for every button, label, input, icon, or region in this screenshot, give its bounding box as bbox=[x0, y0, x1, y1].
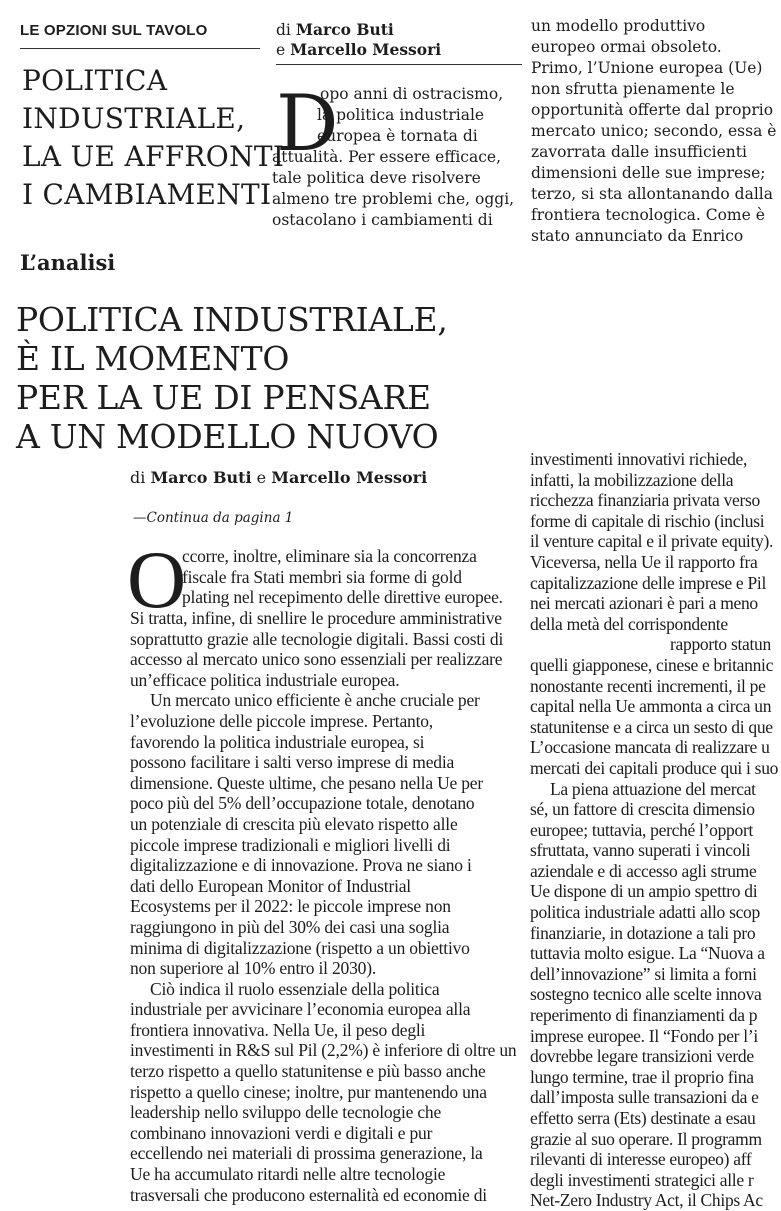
body-line: investimenti in R&S sul Pil (2,2%) è inferiore di oltre un bbox=[130, 1040, 517, 1061]
teaser-col2-line: ostacolano i cambiamenti di bbox=[272, 211, 493, 229]
right-line: imprese europee. Il “Fondo per l’i bbox=[530, 1025, 758, 1046]
right-line: dovrebbe legare transizioni verde bbox=[530, 1046, 754, 1067]
right-line: lungo termine, trae il proprio fina bbox=[530, 1066, 754, 1087]
right-line: La piena attuazione del mercat bbox=[550, 778, 756, 799]
right-line: ricchezza finanziaria privata verso bbox=[530, 490, 760, 511]
teaser-col3-line: stato annunciato da Enrico bbox=[531, 227, 744, 245]
right-line: Ue dispone di un ampio spettro di bbox=[530, 881, 758, 902]
section-rule bbox=[20, 48, 260, 49]
right-line: della metà del corrispondente bbox=[530, 613, 728, 634]
teaser-title-line: POLITICA bbox=[22, 64, 168, 97]
teaser-dropcap: D bbox=[276, 79, 339, 169]
right-line: dall’imposta sulle transazioni da e bbox=[530, 1087, 759, 1108]
body-line: eccellendo nei materiali di prossima generazione, la bbox=[130, 1143, 483, 1164]
right-line: finanziarie, in dotazione a tali pro bbox=[530, 922, 756, 943]
right-line: dell’innovazione” si limita a forni bbox=[530, 963, 757, 984]
dropcap-line: ccorre, inoltre, eliminare sia la concorrenza bbox=[182, 546, 477, 566]
byline-conj: e bbox=[276, 41, 286, 59]
right-line: quelli giapponese, cinese e britannic bbox=[530, 654, 774, 675]
right-line: degli investimenti strategici alle r bbox=[530, 1169, 754, 1190]
right-line: rilevanti di interesse europeo) aff bbox=[530, 1149, 752, 1170]
article-byline-prefix: di bbox=[130, 468, 146, 487]
body-line: dimensione. Queste ultime, che pesano nella Ue per bbox=[130, 772, 484, 793]
body-line: Ue ha accumulato ritardi nelle altre tecnologie bbox=[130, 1164, 446, 1185]
right-line: capital nella Ue ammonta a circa un bbox=[530, 696, 772, 717]
author-1: Marco Buti bbox=[295, 20, 394, 39]
teaser-col3-line: frontiera tecnologica. Come è bbox=[531, 206, 765, 224]
dropcap-line: plating nel recepimento delle direttive europee. bbox=[182, 587, 503, 608]
article-title-line: È IL MOMENTO bbox=[16, 339, 290, 378]
body-line: terzo rispetto a quello statunitense e più basso anche bbox=[130, 1061, 486, 1082]
body-line: non superiore al 10% entro il 2030). bbox=[130, 958, 377, 979]
body-line: Un mercato unico efficiente è anche cruciale per bbox=[150, 690, 480, 711]
body-line: Ciò indica il ruolo essenziale della politica bbox=[150, 978, 440, 999]
article-author-2: Marcello Messori bbox=[271, 468, 428, 487]
teaser-col2-line: la politica industriale bbox=[317, 106, 485, 124]
teaser-col2-line: opo anni di ostracismo, bbox=[320, 85, 504, 103]
teaser-col3-line: mercato unico; secondo, essa è bbox=[531, 122, 777, 140]
teaser-col3-line: terzo, si sta allontanando dalla bbox=[531, 185, 773, 203]
teaser-col3-line: non sfrutta pienamente le bbox=[531, 80, 735, 98]
teaser-column-2 bbox=[272, 79, 515, 231]
right-line: europee; tuttavia, perché l’opport bbox=[530, 819, 754, 840]
body-line: piccole imprese tradizionali e migliori livelli di bbox=[130, 834, 451, 855]
body-line: poco più del 5% dell’occupazione totale, denotano bbox=[130, 793, 475, 814]
article-body bbox=[130, 608, 516, 1205]
teaser-col3-line: un modello produttivo bbox=[531, 17, 706, 35]
body-line: un potenziale di crescita più elevato rispetto alle bbox=[130, 813, 458, 834]
teaser-col2-line: attualità. Per essere efficace, bbox=[272, 148, 502, 166]
body-line: dati dello European Monitor of Industrial bbox=[130, 875, 411, 896]
body-line: industriale per avvicinare l’economia europea alla bbox=[130, 999, 471, 1020]
body-line: Ecosystems per il 2022: le piccole imprese non bbox=[130, 896, 451, 917]
article-title bbox=[16, 300, 448, 456]
teaser-col2-line: tale politica deve risolvere bbox=[272, 169, 481, 187]
right-line: tuttavia molto esigue. La “Nuova a bbox=[530, 943, 765, 964]
right-line: sfruttata, vanno superati i vincoli bbox=[530, 840, 751, 861]
article-dropcap-lines bbox=[182, 546, 503, 608]
teaser-title-line: INDUSTRIALE, bbox=[22, 102, 246, 135]
teaser-title-line: LA UE AFFRONTI bbox=[22, 140, 285, 173]
body-line: accesso al mercato unico sono essenziali per realizzare bbox=[130, 649, 503, 670]
byline-rule bbox=[276, 64, 522, 65]
article-title-line: PER LA UE DI PENSARE bbox=[16, 378, 431, 417]
body-line: trasversali che producono esternalità ed economie di bbox=[130, 1184, 487, 1205]
right-line: infatti, la mobilizzazione della bbox=[530, 469, 734, 490]
body-line: leadership nello sviluppo delle tecnologie che bbox=[130, 1102, 442, 1123]
right-line: sé, un fattore di crescita dimensio bbox=[530, 799, 755, 820]
article-title-line: POLITICA INDUSTRIALE, bbox=[16, 300, 448, 339]
teaser-column-3 bbox=[531, 16, 776, 247]
right-line: grazie al suo operare. Il programm bbox=[530, 1128, 762, 1149]
section-label: LE OPZIONI SUL TAVOLO bbox=[20, 22, 208, 39]
article-dropcap: O bbox=[127, 534, 187, 625]
right-line: il venture capital e il private equity). bbox=[530, 531, 774, 552]
article-kicker: L’analisi bbox=[20, 250, 116, 275]
right-line: aziendale e di accesso agli strume bbox=[530, 860, 757, 881]
right-line: sostegno tecnico alle scelte innova bbox=[530, 984, 762, 1005]
teaser-col3-line: Primo, l’Unione europea (Ue) bbox=[531, 59, 763, 77]
right-line: Net-Zero Industry Act, il Chips Ac bbox=[530, 1190, 763, 1211]
right-line: statunitense e a circa un sesto di que bbox=[530, 716, 773, 737]
byline-prefix: di bbox=[276, 21, 291, 39]
right-line: effetto serra (Ets) destinate a esau bbox=[530, 1108, 756, 1128]
right-line: politica industriale adatti allo scop bbox=[530, 902, 760, 923]
right-line: capitalizzazione delle imprese e Pil bbox=[530, 572, 767, 593]
teaser-col2-line: europea è tornata di bbox=[317, 127, 478, 145]
body-line: frontiera innovativa. Nella Ue, il peso degli bbox=[130, 1019, 426, 1040]
teaser-col2-line: almeno tre problemi che, oggi, bbox=[272, 190, 515, 208]
article-byline-conj: e bbox=[256, 468, 267, 487]
article-byline bbox=[130, 468, 427, 487]
body-line: digitalizzazione e di innovazione. Prova ne siano i bbox=[130, 855, 472, 876]
body-line: rispetto a quello cinese; inoltre, pur mantenendo una bbox=[130, 1081, 487, 1102]
teaser-col3-line: europeo ormai obsoleto. bbox=[531, 38, 722, 56]
right-line: forme di capitale di rischio (inclusi bbox=[530, 510, 765, 531]
right-line: L’occasione mancata di realizzare u bbox=[530, 737, 770, 758]
body-line: un’efficace politica industriale europea. bbox=[130, 669, 400, 690]
body-line: favorendo la politica industriale europea, si bbox=[130, 731, 425, 752]
body-line: possono facilitare i salti verso imprese di media bbox=[130, 752, 455, 773]
right-line: mercati dei capitali produce qui i suo bbox=[530, 757, 779, 778]
teaser-col3-line: opportunità offerte dal proprio bbox=[531, 101, 774, 119]
body-line: minima di digitalizzazione (rispetto a un obiettivo bbox=[130, 937, 470, 958]
dropcap-line: fiscale fra Stati membri sia forme di gold bbox=[182, 566, 462, 587]
author-2: Marcello Messori bbox=[290, 40, 442, 59]
teaser-col3-line: dimensioni delle sue imprese; bbox=[531, 164, 766, 182]
article-title-line: A UN MODELLO NUOVO bbox=[16, 417, 439, 456]
byline-top bbox=[276, 20, 441, 60]
body-line: l’evoluzione delle piccole imprese. Pertanto, bbox=[130, 710, 433, 731]
body-line: raggiungono in più del 30% dei casi una soglia bbox=[130, 916, 450, 937]
teaser-title bbox=[22, 62, 285, 214]
body-line: Si tratta, infine, di snellire le procedure amministrative bbox=[130, 608, 502, 628]
right-line: Viceversa, nella Ue il rapporto fra bbox=[530, 551, 758, 572]
body-line: soprattutto grazie alle tecnologie digitali. Bassi costi di bbox=[130, 628, 504, 649]
teaser-col3-line: zavorrata dalle insufficienti bbox=[531, 143, 747, 161]
right-line: reperimento di finanziamenti da p bbox=[530, 1005, 758, 1026]
right-column-clip bbox=[530, 449, 781, 1211]
continua-label: —Continua da pagina 1 bbox=[133, 510, 294, 526]
teaser-title-line: I CAMBIAMENTI bbox=[22, 178, 272, 211]
right-line: nei mercati azionari è pari a meno bbox=[530, 593, 758, 614]
right-line: investimenti innovativi richiede, bbox=[530, 449, 748, 469]
right-line: nonostante recenti incrementi, il pe bbox=[530, 675, 766, 696]
article-author-1: Marco Buti bbox=[150, 468, 252, 487]
body-line: combinano innovazioni verdi e digitali e pur bbox=[130, 1122, 433, 1143]
right-line: rapporto statun bbox=[670, 634, 771, 655]
article-right-column bbox=[530, 449, 781, 1211]
